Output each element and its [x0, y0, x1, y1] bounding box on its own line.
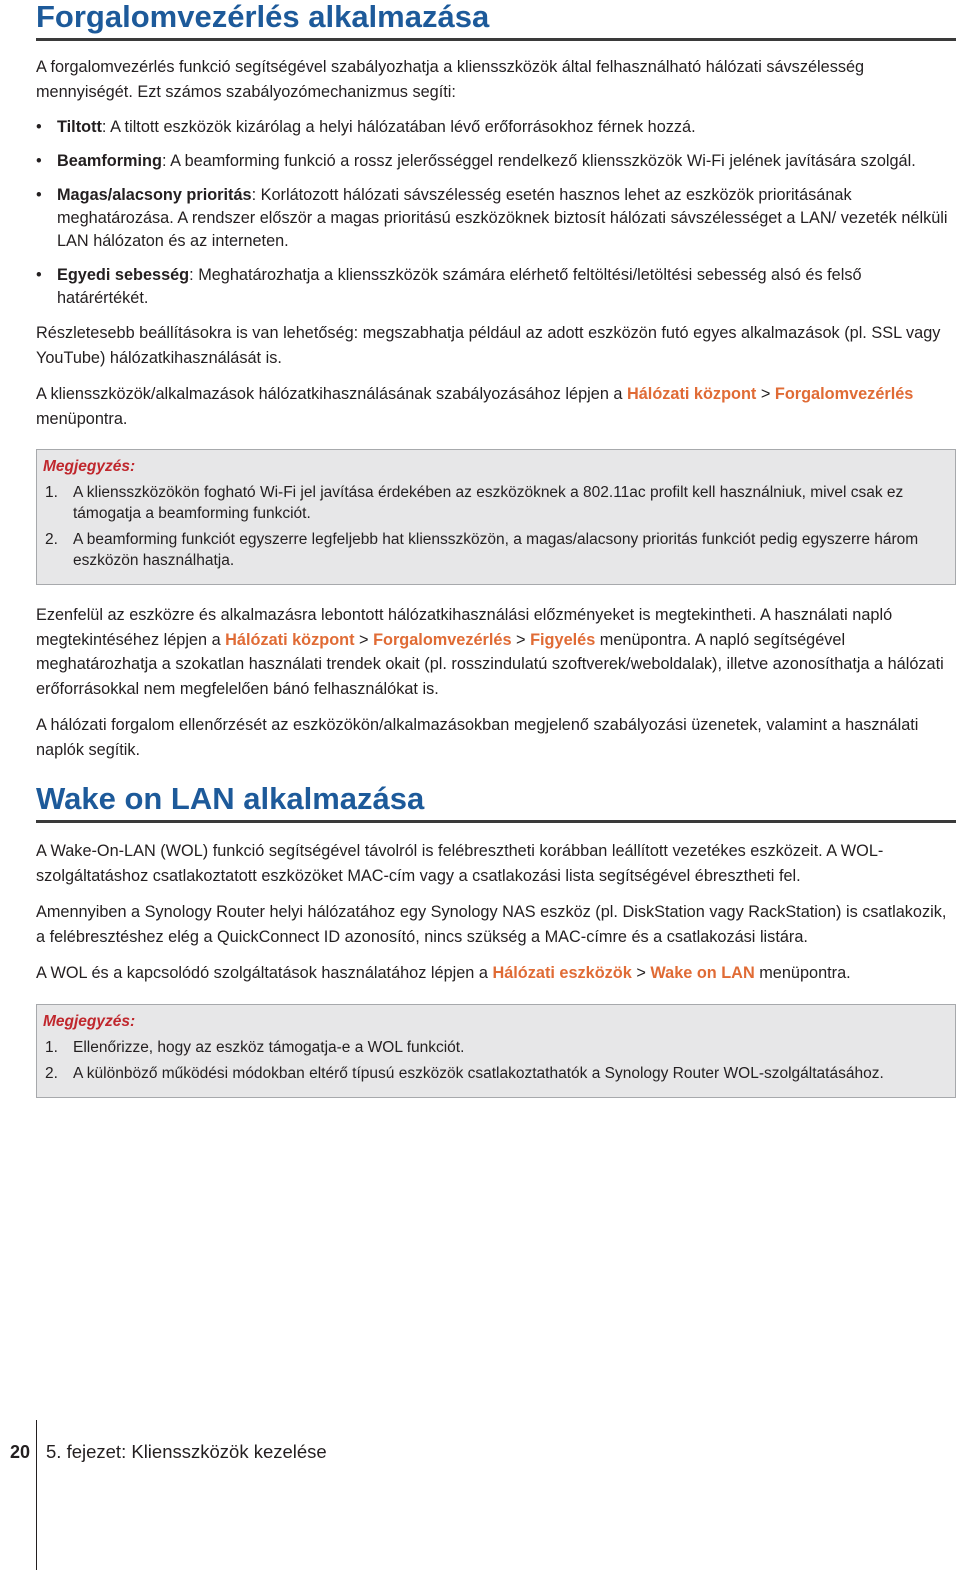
term-label: Beamforming [57, 152, 162, 170]
navigation-paragraph [36, 382, 956, 431]
list-item [36, 264, 956, 310]
bullet-icon: • [36, 186, 42, 204]
link-monitor[interactable]: Figyelés [530, 630, 596, 649]
mechanism-list [36, 116, 956, 310]
wol-paragraph-2: Amennyiben a Synology Router helyi hálózatához egy Synology NAS eszköz (pl. DiskStation vagy RackStation) is csatlakozik, a felébresztéshez elég a QuickConnect ID azonosító, nincs szükség a MAC-címre és a csatlakozási listára. [36, 903, 947, 946]
nav-text: A WOL és a kapcsolódó szolgáltatások használatához lépjen a [36, 964, 493, 982]
note-item [43, 1063, 945, 1084]
note-text: A kliensszközökön fogható Wi-Fi jel javítása érdekében az eszközöknek a 802.11ac profilt kell használniuk, mivel csak ez támogatja a beamforming funkciót. [73, 484, 904, 522]
note-number: 1. [45, 484, 58, 501]
nav-text: menüpontra. [754, 964, 851, 982]
wol-paragraph-1: A Wake-On-LAN (WOL) funkció segítségével távolról is felébresztheti korábban leállított vezetékes eszközeit. A WOL-szolgáltatáshoz csatlakoztatott eszközöket MAC-cím vagy a csatlakozási lista segítségével ébresztheti fel. [36, 842, 884, 885]
term-description: : A beamforming funkció a rossz jelerősséggel rendelkező kliensszközök Wi-Fi jelének javítására szolgál. [161, 152, 916, 170]
note-list [43, 1037, 945, 1084]
note-list [43, 482, 945, 571]
term-label: Magas/alacsony prioritás [57, 186, 252, 204]
section-title-traffic-control: Forgalomvezérlés alkalmazása [36, 0, 490, 34]
note-text: A különböző működési módokban eltérő típusú eszközök csatlakoztathatók a Synology Router WOL-szolgáltatásához. [73, 1064, 884, 1082]
term-label: Egyedi sebesség [57, 266, 190, 284]
link-network-center[interactable]: Hálózati központ [626, 385, 757, 403]
note-number: 2. [45, 1064, 58, 1082]
title-underline [36, 820, 956, 823]
history-text: Ezenfelül az eszközre és alkalmazásra lebontott hálózatkihasználási előzményeket is megtekintheti. A használati napló megtekintéséhez lépjen a [36, 606, 893, 649]
history-paragraph [36, 603, 956, 701]
intro-paragraph: A forgalomvezérlés funkció segítségével szabályozhatja a kliensszközök által felhasználható hálózati sávszélesség mennyiségét. Ezt számos szabályozómechanizmus segíti: [36, 58, 865, 101]
term-label: Tiltott [57, 118, 102, 136]
note-number: 2. [45, 531, 58, 548]
nav-separator: > [354, 630, 374, 649]
note-item [43, 482, 945, 524]
list-item [36, 184, 956, 253]
link-traffic-control[interactable]: Forgalomvezérlés [373, 630, 512, 649]
nav-separator: > [756, 385, 775, 403]
title-underline [36, 38, 956, 41]
page-number: 20 [9, 1442, 30, 1462]
nav-separator: > [631, 964, 651, 982]
note-number: 1. [45, 1038, 58, 1056]
closing-paragraph: A hálózati forgalom ellenőrzését az eszközökön/alkalmazásokban megjelenő szabályozási üzenetek, valamint a használati naplók segítik. [36, 716, 919, 759]
nav-text: menüpontra. [36, 409, 128, 428]
history-text: menüpontra. A napló segítségével meghatározhatja a szokatlan használati trendek okait (pl. rosszindulatú szoftverek/weboldalak), illetve azonosíthatja a hálózati erőforrásokkal nem megfelelően bánó felhasználókat is. [36, 630, 944, 698]
detail-paragraph: Részletesebb beállításokra is van lehetőség: megszabhatja például az adott eszközön futó egyes alkalmazások (pl. SSL vagy YouTube) hálózatkihasználását is. [36, 324, 941, 367]
nav-separator: > [511, 630, 531, 649]
link-network-devices[interactable]: Hálózati eszközök [492, 964, 632, 982]
list-item [36, 150, 956, 173]
term-description: : A tiltott eszközök kizárólag a helyi hálózatában lévő erőforrásokhoz férnek hozzá. [101, 118, 696, 136]
note-item [43, 529, 945, 571]
bullet-icon: • [36, 118, 42, 136]
bullet-icon: • [36, 152, 42, 170]
note-text: A beamforming funkciót egyszerre legfeljebb hat kliensszközön, a magas/alacsony prioritás funkciót pedig egyszerre három eszközön használhatja. [73, 531, 919, 569]
section-title-wake-on-lan: Wake on LAN alkalmazása [36, 781, 425, 816]
bullet-icon: • [36, 266, 42, 284]
note-title: Megjegyzés: [43, 458, 136, 475]
footer-divider [36, 1420, 37, 1570]
link-traffic-control[interactable]: Forgalomvezérlés [774, 385, 914, 403]
link-network-center[interactable]: Hálózati központ [225, 630, 355, 649]
term-description: : Korlátozott hálózati sávszélesség esetén hasznos lehet az eszközök prioritásának meghatározása. A rendszer először a magas prioritású eszközöknek biztosít hálózati sávszélességet a LAN/ vezeték nélküli LAN hálózaton és az interneten. [57, 186, 948, 250]
chapter-title: 5. fejezet: Kliensszközök kezelése [46, 1441, 327, 1462]
wol-navigation-paragraph [36, 961, 956, 986]
note-text: Ellenőrizze, hogy az eszköz támogatja-e a WOL funkciót. [73, 1038, 465, 1056]
note-item [43, 1037, 945, 1058]
term-description: : Meghatározhatja a kliensszközök számára elérhető feltöltési/letöltési sebesség alsó és felső határértékét. [57, 266, 862, 307]
list-item [36, 116, 956, 139]
note-box [36, 449, 956, 585]
nav-text: A kliensszközök/alkalmazások hálózatkihasználásának szabályozásához lépjen a [36, 385, 627, 403]
note-box [36, 1004, 956, 1098]
note-title: Megjegyzés: [43, 1012, 136, 1030]
page-content [36, 0, 956, 1116]
link-wake-on-lan[interactable]: Wake on LAN [650, 964, 755, 982]
page-footer [0, 1420, 960, 1570]
